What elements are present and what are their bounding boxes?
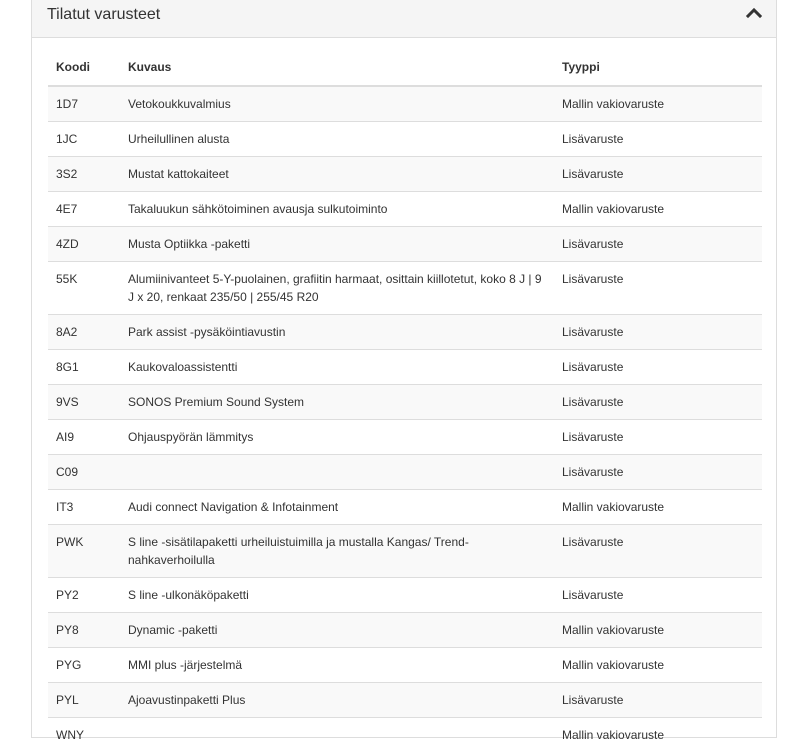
table-row: [48, 648, 762, 683]
cell-code: 4E7: [48, 192, 120, 227]
cell-type: Mallin vakiovaruste: [554, 613, 762, 648]
table-row: [48, 86, 762, 122]
cell-description: Urheilullinen alusta: [120, 122, 554, 157]
cell-code: PYL: [48, 683, 120, 718]
table-row: [48, 718, 762, 752]
cell-type: Mallin vakiovaruste: [554, 192, 762, 227]
cell-code: 3S2: [48, 157, 120, 192]
cell-description: S line -sisätilapaketti urheiluistuimilla ja mustalla Kangas/ Trend-nahkaverhoilulla: [120, 525, 554, 578]
table-row: [48, 490, 762, 525]
table-row: [48, 578, 762, 613]
cell-description: S line -ulkonäköpaketti: [120, 578, 554, 613]
table-row: [48, 455, 762, 490]
header-type: Tyyppi: [554, 48, 762, 86]
ordered-equipment-panel: [31, 0, 777, 738]
cell-description: MMI plus -järjestelmä: [120, 648, 554, 683]
cell-code: 1JC: [48, 122, 120, 157]
chevron-up-icon[interactable]: [746, 6, 762, 20]
cell-description: Vetokoukkuvalmius: [120, 86, 554, 122]
table-row: [48, 262, 762, 315]
cell-type: Lisävaruste: [554, 262, 762, 315]
equipment-table: [48, 48, 762, 752]
cell-code: WNY: [48, 718, 120, 752]
cell-type: Mallin vakiovaruste: [554, 648, 762, 683]
cell-code: 1D7: [48, 86, 120, 122]
cell-type: Lisävaruste: [554, 157, 762, 192]
panel-body: [48, 48, 762, 752]
cell-type: Mallin vakiovaruste: [554, 86, 762, 122]
cell-description: Audi connect Navigation & Infotainment: [120, 490, 554, 525]
table-row: [48, 385, 762, 420]
header-code: Koodi: [48, 48, 120, 86]
table-body: [48, 86, 762, 752]
cell-description: Mustat kattokaiteet: [120, 157, 554, 192]
cell-code: 8A2: [48, 315, 120, 350]
cell-description: Ajoavustinpaketti Plus: [120, 683, 554, 718]
table-header-row: [48, 48, 762, 86]
cell-code: PY8: [48, 613, 120, 648]
cell-code: C09: [48, 455, 120, 490]
table-row: [48, 315, 762, 350]
header-description: Kuvaus: [120, 48, 554, 86]
table-row: [48, 613, 762, 648]
cell-type: Lisävaruste: [554, 122, 762, 157]
cell-code: PWK: [48, 525, 120, 578]
cell-type: Lisävaruste: [554, 385, 762, 420]
cell-type: Lisävaruste: [554, 578, 762, 613]
cell-code: 55K: [48, 262, 120, 315]
panel-title: Tilatut varusteet: [47, 5, 160, 25]
cell-description: Alumiinivanteet 5-Y-puolainen, grafiitin harmaat, osittain kiillotetut, koko 8 J | 9 J x 20, renkaat 235/50 | 255/45 R20: [120, 262, 554, 315]
cell-description: Park assist -pysäköintiavustin: [120, 315, 554, 350]
cell-description: [120, 455, 554, 490]
cell-type: Mallin vakiovaruste: [554, 490, 762, 525]
table-row: [48, 420, 762, 455]
cell-type: Lisävaruste: [554, 350, 762, 385]
cell-description: Dynamic -paketti: [120, 613, 554, 648]
table-row: [48, 525, 762, 578]
table-row: [48, 157, 762, 192]
cell-code: 9VS: [48, 385, 120, 420]
table-row: [48, 192, 762, 227]
cell-description: Takaluukun sähkötoiminen avausja sulkutoiminto: [120, 192, 554, 227]
cell-type: Lisävaruste: [554, 683, 762, 718]
panel-heading[interactable]: [32, 0, 776, 38]
cell-code: PYG: [48, 648, 120, 683]
cell-description: Ohjauspyörän lämmitys: [120, 420, 554, 455]
cell-description: [120, 718, 554, 752]
cell-type: Lisävaruste: [554, 455, 762, 490]
cell-type: Lisävaruste: [554, 315, 762, 350]
cell-description: Musta Optiikka -paketti: [120, 227, 554, 262]
cell-type: Lisävaruste: [554, 525, 762, 578]
cell-description: Kaukovaloassistentti: [120, 350, 554, 385]
cell-description: SONOS Premium Sound System: [120, 385, 554, 420]
cell-code: 8G1: [48, 350, 120, 385]
cell-code: IT3: [48, 490, 120, 525]
cell-code: AI9: [48, 420, 120, 455]
cell-type: Lisävaruste: [554, 227, 762, 262]
cell-code: 4ZD: [48, 227, 120, 262]
cell-type: Mallin vakiovaruste: [554, 718, 762, 752]
cell-code: PY2: [48, 578, 120, 613]
table-row: [48, 350, 762, 385]
cell-type: Lisävaruste: [554, 420, 762, 455]
table-row: [48, 227, 762, 262]
table-row: [48, 122, 762, 157]
table-row: [48, 683, 762, 718]
